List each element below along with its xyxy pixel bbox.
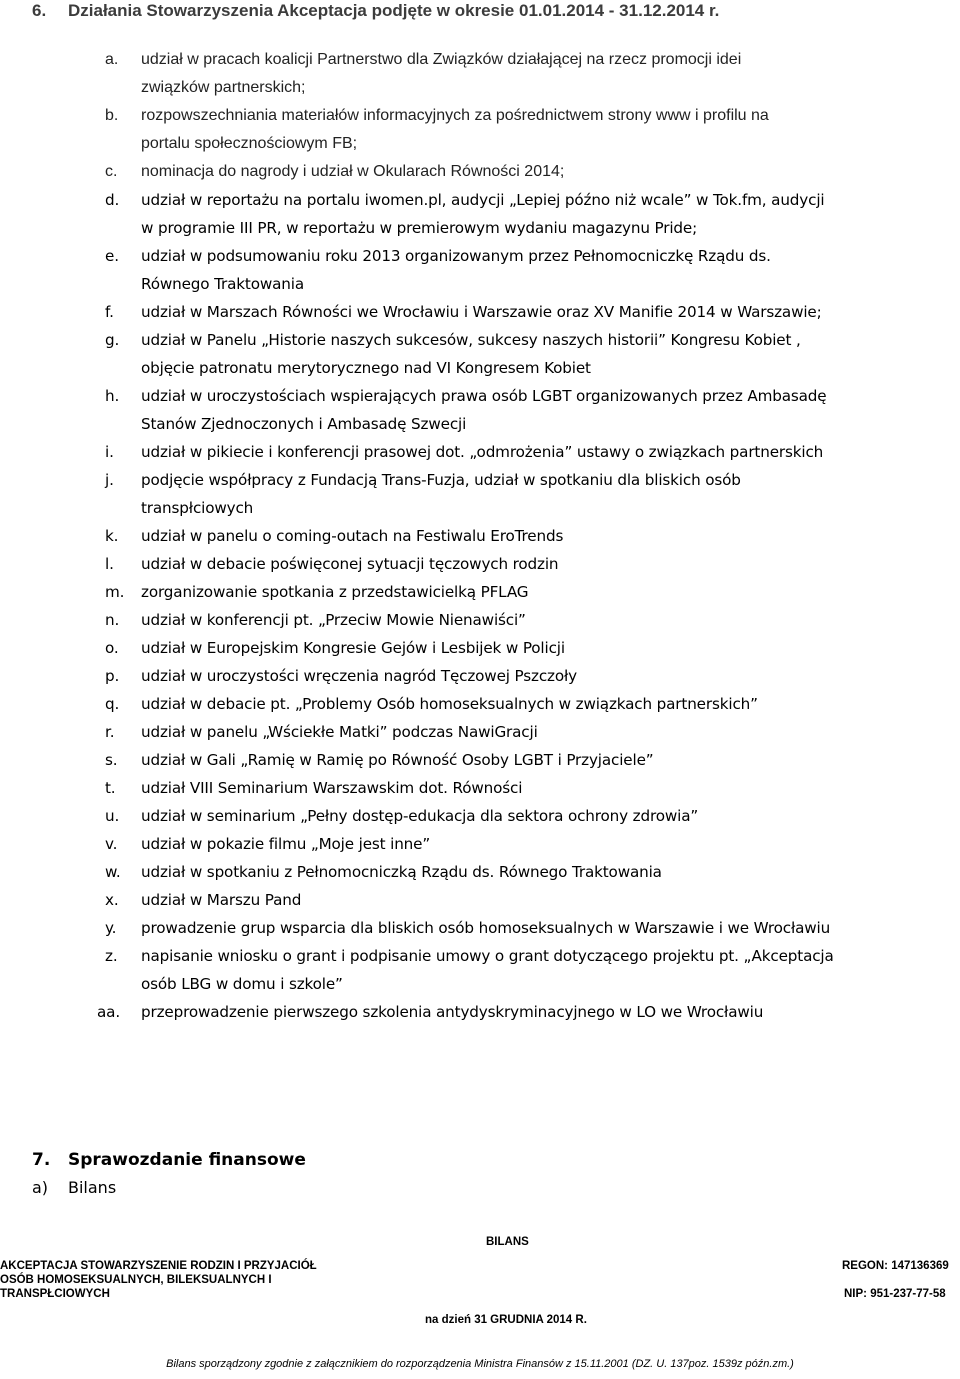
list-item-letter: d. bbox=[105, 191, 120, 209]
list-item-text-line: przeprowadzenie pierwszego szkolenia antydyskryminacyjnego w LO we Wrocławiu bbox=[141, 1003, 764, 1021]
subsection-a-title: Bilans bbox=[68, 1178, 117, 1197]
bilans-footer-note: Bilans sporządzony zgodnie z załącznikiem do rozporządzenia Ministra Finansów z 15.11.2001 (DZ. U. 137poz. 1539z późn.zm.) bbox=[166, 1358, 794, 1370]
list-item-text-line: udział w Europejskim Kongresie Gejów i Lesbijek w Policji bbox=[141, 639, 565, 657]
list-item-text-line: osób LBG w domu i szkole” bbox=[141, 975, 343, 993]
list-item-text-line: udział w uroczystości wręczenia nagród Tęczowej Pszczoły bbox=[141, 667, 578, 685]
section-7-number: 7. bbox=[32, 1150, 51, 1170]
list-item-text-line: udział w Panelu „Historie naszych sukcesów, sukcesy naszych historii” Kongresu Kobiet , bbox=[141, 331, 801, 349]
section-7-title: Sprawozdanie finansowe bbox=[68, 1150, 306, 1170]
list-item-text-line: transpłciowych bbox=[141, 499, 254, 517]
list-item-letter: w. bbox=[105, 863, 121, 881]
list-item-text-line: udział w pokazie filmu „Moje jest inne” bbox=[141, 835, 431, 853]
list-item-letter: x. bbox=[105, 891, 119, 909]
list-item-text-line: w programie III PR, w reportażu w premierowym wydaniu magazynu Pride; bbox=[141, 219, 698, 237]
list-item-text-line: udział w panelu „Wściekłe Matki” podczas NawiGracji bbox=[141, 723, 538, 741]
list-item-text-line: prowadzenie grup wsparcia dla bliskich osób homoseksualnych w Warszawie i we Wrocławiu bbox=[141, 919, 831, 937]
list-item-text-line: udział w reportażu na portalu iwomen.pl, audycji „Lepiej późno niż wcale” w Tok.fm, audycji bbox=[141, 191, 825, 209]
list-item-text-line: udział w Gali „Ramię w Ramię po Równość Osoby LGBT i Przyjaciele” bbox=[141, 751, 654, 769]
list-item-letter: l. bbox=[105, 555, 114, 573]
list-item-letter: n. bbox=[105, 611, 120, 629]
list-item-letter: h. bbox=[105, 387, 120, 405]
nip-number: NIP: 951-237-77-58 bbox=[844, 1288, 946, 1300]
list-item-text-line: udział w debacie poświęconej sytuacji tęczowych rodzin bbox=[141, 555, 559, 573]
list-item-text-line: udział w panelu o coming-outach na Festiwalu EroTrends bbox=[141, 527, 564, 545]
list-item-letter: r. bbox=[105, 723, 115, 741]
list-item-text-line: objęcie patronatu merytorycznego nad VI Kongresem Kobiet bbox=[141, 359, 591, 377]
list-item-letter: v. bbox=[105, 835, 118, 853]
list-item-letter: z. bbox=[105, 947, 118, 965]
bilans-heading: BILANS bbox=[486, 1236, 529, 1248]
list-item-text-line: podjęcie współpracy z Fundacją Trans-Fuzja, udział w spotkaniu dla bliskich osób bbox=[141, 471, 741, 489]
list-item-text-line: udział w Marszu Pand bbox=[141, 891, 302, 909]
list-item-letter: e. bbox=[105, 247, 119, 265]
list-item-text-line: portalu społecznościowym FB; bbox=[141, 135, 358, 152]
list-item-text-line: udział w konferencji pt. „Przeciw Mowie Nienawiści” bbox=[141, 611, 526, 629]
list-item-letter: s. bbox=[105, 751, 118, 769]
list-item-text-line: napisanie wniosku o grant i podpisanie umowy o grant dotyczącego projektu pt. „Akceptacja bbox=[141, 947, 834, 965]
organization-name-line-2: OSÓB HOMOSEKSUALNYCH, BILEKSUALNYCH I bbox=[0, 1274, 272, 1286]
list-item-letter: t. bbox=[105, 779, 116, 797]
list-item-text-line: nominacja do nagrody i udział w Okularach Równości 2014; bbox=[141, 163, 565, 180]
list-item-letter: i. bbox=[105, 443, 114, 461]
section-6-heading bbox=[32, 0, 719, 22]
subsection-a-heading bbox=[32, 1176, 116, 1200]
list-item-text-line: udział VIII Seminarium Warszawskim dot. Równości bbox=[141, 779, 523, 797]
list-item-letter: p. bbox=[105, 667, 120, 685]
list-item-text-line: udział w Marszach Równości we Wrocławiu i Warszawie oraz XV Manifie 2014 w Warszawie; bbox=[141, 303, 822, 321]
list-item-text-line: zorganizowanie spotkania z przedstawicielką PFLAG bbox=[141, 583, 529, 601]
list-item-text-line: udział w seminarium „Pełny dostęp-edukacja dla sektora ochrony zdrowia” bbox=[141, 807, 699, 825]
list-item-letter: c. bbox=[105, 163, 118, 180]
list-item-text-line: udział w pracach koalicji Partnerstwo dla Związków działającej na rzecz promocji idei bbox=[141, 51, 742, 68]
list-item-letter: b. bbox=[105, 107, 119, 124]
list-item-letter: j. bbox=[105, 471, 114, 489]
list-item-text-line: udział w debacie pt. „Problemy Osób homoseksualnych w związkach partnerskich” bbox=[141, 695, 758, 713]
list-item-letter: g. bbox=[105, 331, 120, 349]
list-item-text-line: Stanów Zjednoczonych i Ambasadę Szwecji bbox=[141, 415, 467, 433]
list-item-text-line: udział w uroczystościach wspierających prawa osób LGBT organizowanych przez Ambasadę bbox=[141, 387, 827, 405]
section-7-heading bbox=[32, 1148, 306, 1172]
list-item-text-line: Równego Traktowania bbox=[141, 275, 304, 293]
list-item-letter: a. bbox=[105, 51, 119, 68]
organization-name-line-3: TRANSPŁCIOWYCH bbox=[0, 1288, 110, 1300]
list-item-letter: f. bbox=[105, 303, 114, 321]
balance-date: na dzień 31 GRUDNIA 2014 R. bbox=[425, 1314, 587, 1326]
list-item-letter: aa. bbox=[97, 1003, 120, 1021]
list-item-text-line: udział w pikiecie i konferencji prasowej dot. „odmrożenia” ustawy o związkach partnerskich bbox=[141, 443, 824, 461]
section-6-title: Działania Stowarzyszenia Akceptacja podjęte w okresie 01.01.2014 - 31.12.2014 r. bbox=[68, 1, 720, 20]
list-item-letter: m. bbox=[105, 583, 125, 601]
organization-name-line-1: AKCEPTACJA STOWARZYSZENIE RODZIN I PRZYJACIÓŁ bbox=[0, 1260, 317, 1272]
subsection-a-number: a) bbox=[32, 1178, 49, 1197]
list-item-text-line: udział w spotkaniu z Pełnomocniczką Rządu ds. Równego Traktowania bbox=[141, 863, 662, 881]
section-6-number: 6. bbox=[32, 1, 47, 20]
list-item-text-line: związków partnerskich; bbox=[141, 79, 306, 96]
list-item-letter: o. bbox=[105, 639, 119, 657]
regon-number: REGON: 147136369 bbox=[842, 1260, 949, 1272]
list-item-letter: q. bbox=[105, 695, 120, 713]
list-item-letter: y. bbox=[105, 919, 117, 937]
list-item-letter: u. bbox=[105, 807, 120, 825]
list-item-text-line: rozpowszechniania materiałów informacyjnych za pośrednictwem strony www i profilu na bbox=[141, 107, 769, 124]
list-item-letter: k. bbox=[105, 527, 119, 545]
list-item-text-line: udział w podsumowaniu roku 2013 organizowanym przez Pełnomocniczkę Rządu ds. bbox=[141, 247, 771, 265]
